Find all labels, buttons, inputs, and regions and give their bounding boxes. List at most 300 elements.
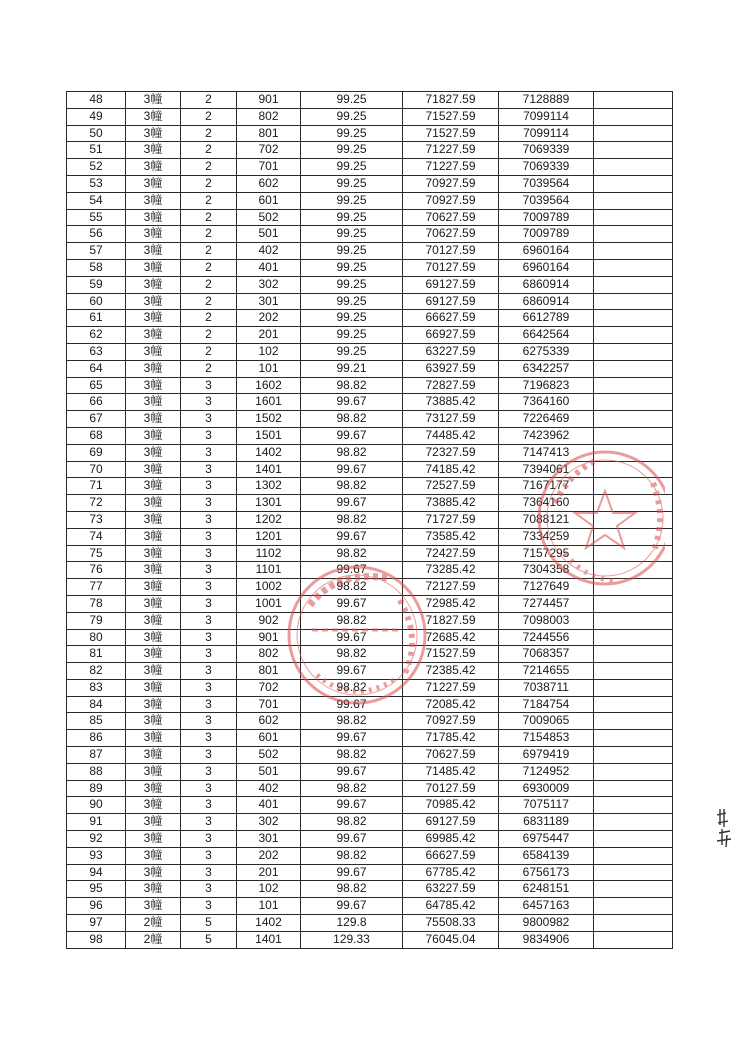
- remark-cell: [594, 461, 673, 478]
- area-cell: 99.25: [301, 293, 403, 310]
- unit-price-cell: 72427.59: [403, 545, 499, 562]
- area-cell: 99.67: [301, 562, 403, 579]
- row-number-cell: 87: [67, 747, 126, 764]
- unit-price-cell: 67785.42: [403, 864, 499, 881]
- row-number-cell: 50: [67, 125, 126, 142]
- unit-cell: 5: [181, 915, 237, 932]
- row-number-cell: 93: [67, 847, 126, 864]
- table-row: [67, 696, 673, 713]
- total-price-cell: 7039564: [499, 192, 594, 209]
- unit-cell: 2: [181, 360, 237, 377]
- unit-cell: 3: [181, 696, 237, 713]
- remark-cell: [594, 192, 673, 209]
- row-number-cell: 58: [67, 259, 126, 276]
- table-row: [67, 394, 673, 411]
- building-cell: 3幢: [126, 562, 181, 579]
- table-row: [67, 797, 673, 814]
- building-cell: 3幢: [126, 713, 181, 730]
- unit-cell: 3: [181, 797, 237, 814]
- row-number-cell: 92: [67, 831, 126, 848]
- total-price-cell: 7154853: [499, 730, 594, 747]
- room-cell: 1201: [237, 528, 301, 545]
- total-price-cell: 6930009: [499, 780, 594, 797]
- building-cell: 3幢: [126, 411, 181, 428]
- room-cell: 502: [237, 209, 301, 226]
- unit-cell: 3: [181, 495, 237, 512]
- table-row: [67, 579, 673, 596]
- room-cell: 101: [237, 360, 301, 377]
- remark-cell: [594, 411, 673, 428]
- row-number-cell: 98: [67, 931, 126, 948]
- unit-cell: 3: [181, 629, 237, 646]
- row-number-cell: 61: [67, 310, 126, 327]
- room-cell: 1502: [237, 411, 301, 428]
- unit-cell: 3: [181, 713, 237, 730]
- table-row: [67, 495, 673, 512]
- total-price-cell: 9800982: [499, 915, 594, 932]
- building-cell: 3幢: [126, 461, 181, 478]
- room-cell: 1002: [237, 579, 301, 596]
- unit-price-cell: 73127.59: [403, 411, 499, 428]
- row-number-cell: 90: [67, 797, 126, 814]
- table-row: [67, 511, 673, 528]
- building-cell: 3幢: [126, 377, 181, 394]
- building-cell: 3幢: [126, 209, 181, 226]
- room-cell: 102: [237, 881, 301, 898]
- room-cell: 301: [237, 293, 301, 310]
- remark-cell: [594, 159, 673, 176]
- price-list-grid: [66, 91, 673, 949]
- row-number-cell: 64: [67, 360, 126, 377]
- table-row: [67, 730, 673, 747]
- remark-cell: [594, 545, 673, 562]
- remark-cell: [594, 780, 673, 797]
- unit-price-cell: 63227.59: [403, 881, 499, 898]
- area-cell: 129.8: [301, 915, 403, 932]
- room-cell: 601: [237, 192, 301, 209]
- area-cell: 99.25: [301, 226, 403, 243]
- room-cell: 902: [237, 612, 301, 629]
- unit-price-cell: 69985.42: [403, 831, 499, 848]
- unit-cell: 5: [181, 931, 237, 948]
- room-cell: 201: [237, 864, 301, 881]
- unit-cell: 3: [181, 763, 237, 780]
- room-cell: 1401: [237, 461, 301, 478]
- table-row: [67, 881, 673, 898]
- total-price-cell: 6860914: [499, 276, 594, 293]
- table-row: [67, 159, 673, 176]
- area-cell: 98.82: [301, 713, 403, 730]
- unit-price-cell: 70627.59: [403, 209, 499, 226]
- row-number-cell: 63: [67, 343, 126, 360]
- unit-cell: 2: [181, 125, 237, 142]
- unit-price-cell: 70127.59: [403, 259, 499, 276]
- total-price-cell: 7334259: [499, 528, 594, 545]
- remark-cell: [594, 881, 673, 898]
- total-price-cell: 7214655: [499, 663, 594, 680]
- area-cell: 99.67: [301, 461, 403, 478]
- area-cell: 99.67: [301, 663, 403, 680]
- unit-cell: 3: [181, 461, 237, 478]
- remark-cell: [594, 108, 673, 125]
- row-number-cell: 85: [67, 713, 126, 730]
- unit-price-cell: 70927.59: [403, 713, 499, 730]
- building-cell: 3幢: [126, 478, 181, 495]
- total-price-cell: 7244556: [499, 629, 594, 646]
- area-cell: 99.67: [301, 528, 403, 545]
- building-cell: 3幢: [126, 394, 181, 411]
- table-row: [67, 343, 673, 360]
- row-number-cell: 79: [67, 612, 126, 629]
- row-number-cell: 88: [67, 763, 126, 780]
- building-cell: 3幢: [126, 511, 181, 528]
- total-price-cell: 6248151: [499, 881, 594, 898]
- row-number-cell: 86: [67, 730, 126, 747]
- row-number-cell: 77: [67, 579, 126, 596]
- room-cell: 202: [237, 310, 301, 327]
- area-cell: 99.67: [301, 730, 403, 747]
- building-cell: 3幢: [126, 310, 181, 327]
- unit-cell: 2: [181, 159, 237, 176]
- table-row: [67, 259, 673, 276]
- total-price-cell: 7364160: [499, 495, 594, 512]
- room-cell: 401: [237, 259, 301, 276]
- area-cell: 99.67: [301, 495, 403, 512]
- room-cell: 801: [237, 125, 301, 142]
- unit-cell: 3: [181, 579, 237, 596]
- remark-cell: [594, 915, 673, 932]
- total-price-cell: 6960164: [499, 243, 594, 260]
- row-number-cell: 73: [67, 511, 126, 528]
- unit-cell: 2: [181, 259, 237, 276]
- unit-cell: 2: [181, 310, 237, 327]
- total-price-cell: 7274457: [499, 595, 594, 612]
- building-cell: 3幢: [126, 595, 181, 612]
- table-body: [67, 92, 673, 949]
- table-row: [67, 360, 673, 377]
- area-cell: 99.67: [301, 763, 403, 780]
- area-cell: 99.25: [301, 92, 403, 109]
- area-cell: 99.25: [301, 142, 403, 159]
- unit-price-cell: 72527.59: [403, 478, 499, 495]
- total-price-cell: 7069339: [499, 159, 594, 176]
- building-cell: 3幢: [126, 763, 181, 780]
- remark-cell: [594, 528, 673, 545]
- unit-cell: 2: [181, 343, 237, 360]
- unit-cell: 3: [181, 377, 237, 394]
- table-row: [67, 411, 673, 428]
- total-price-cell: 6960164: [499, 259, 594, 276]
- area-cell: 99.67: [301, 595, 403, 612]
- table-row: [67, 444, 673, 461]
- row-number-cell: 51: [67, 142, 126, 159]
- remark-cell: [594, 478, 673, 495]
- building-cell: 3幢: [126, 663, 181, 680]
- table-row: [67, 663, 673, 680]
- building-cell: 3幢: [126, 108, 181, 125]
- unit-price-cell: 70627.59: [403, 747, 499, 764]
- remark-cell: [594, 276, 673, 293]
- table-row: [67, 327, 673, 344]
- unit-cell: 3: [181, 612, 237, 629]
- room-cell: 301: [237, 831, 301, 848]
- table-row: [67, 763, 673, 780]
- table-row: [67, 713, 673, 730]
- room-cell: 302: [237, 276, 301, 293]
- table-row: [67, 864, 673, 881]
- room-cell: 201: [237, 327, 301, 344]
- area-cell: 98.82: [301, 579, 403, 596]
- remark-cell: [594, 595, 673, 612]
- unit-cell: 3: [181, 528, 237, 545]
- unit-cell: 2: [181, 142, 237, 159]
- unit-price-cell: 72327.59: [403, 444, 499, 461]
- unit-cell: 3: [181, 427, 237, 444]
- area-cell: 99.67: [301, 427, 403, 444]
- room-cell: 1501: [237, 427, 301, 444]
- unit-price-cell: 73285.42: [403, 562, 499, 579]
- row-number-cell: 49: [67, 108, 126, 125]
- table-row: [67, 310, 673, 327]
- room-cell: 402: [237, 780, 301, 797]
- table-row: [67, 243, 673, 260]
- remark-cell: [594, 864, 673, 881]
- row-number-cell: 54: [67, 192, 126, 209]
- unit-price-cell: 72085.42: [403, 696, 499, 713]
- area-cell: 98.82: [301, 679, 403, 696]
- area-cell: 98.82: [301, 545, 403, 562]
- table-row: [67, 612, 673, 629]
- total-price-cell: 7009789: [499, 209, 594, 226]
- unit-cell: 3: [181, 663, 237, 680]
- unit-cell: 3: [181, 864, 237, 881]
- room-cell: 502: [237, 747, 301, 764]
- row-number-cell: 80: [67, 629, 126, 646]
- unit-price-cell: 71527.59: [403, 125, 499, 142]
- room-cell: 702: [237, 142, 301, 159]
- row-number-cell: 69: [67, 444, 126, 461]
- total-price-cell: 7009065: [499, 713, 594, 730]
- unit-price-cell: 73585.42: [403, 528, 499, 545]
- building-cell: 3幢: [126, 259, 181, 276]
- remark-cell: [594, 763, 673, 780]
- remark-cell: [594, 92, 673, 109]
- unit-cell: 3: [181, 595, 237, 612]
- building-cell: 3幢: [126, 528, 181, 545]
- room-cell: 1202: [237, 511, 301, 528]
- area-cell: 99.67: [301, 394, 403, 411]
- total-price-cell: 7039564: [499, 175, 594, 192]
- room-cell: 1602: [237, 377, 301, 394]
- building-cell: 3幢: [126, 159, 181, 176]
- building-cell: 3幢: [126, 327, 181, 344]
- building-cell: 3幢: [126, 814, 181, 831]
- table-row: [67, 629, 673, 646]
- room-cell: 1301: [237, 495, 301, 512]
- total-price-cell: 7098003: [499, 612, 594, 629]
- row-number-cell: 70: [67, 461, 126, 478]
- area-cell: 99.67: [301, 797, 403, 814]
- unit-cell: 2: [181, 226, 237, 243]
- row-number-cell: 89: [67, 780, 126, 797]
- building-cell: 3幢: [126, 780, 181, 797]
- unit-cell: 2: [181, 175, 237, 192]
- total-price-cell: 7099114: [499, 108, 594, 125]
- row-number-cell: 55: [67, 209, 126, 226]
- building-cell: 3幢: [126, 276, 181, 293]
- area-cell: 98.82: [301, 478, 403, 495]
- building-cell: 3幢: [126, 730, 181, 747]
- total-price-cell: 7038711: [499, 679, 594, 696]
- total-price-cell: 7075117: [499, 797, 594, 814]
- unit-price-cell: 71785.42: [403, 730, 499, 747]
- remark-cell: [594, 713, 673, 730]
- table-row: [67, 898, 673, 915]
- unit-price-cell: 72827.59: [403, 377, 499, 394]
- total-price-cell: 7157295: [499, 545, 594, 562]
- area-cell: 98.82: [301, 847, 403, 864]
- unit-price-cell: 66627.59: [403, 847, 499, 864]
- row-number-cell: 59: [67, 276, 126, 293]
- remark-cell: [594, 847, 673, 864]
- building-cell: 3幢: [126, 864, 181, 881]
- row-number-cell: 95: [67, 881, 126, 898]
- building-cell: 3幢: [126, 125, 181, 142]
- margin-scribble-mark: [714, 805, 736, 851]
- table-row: [67, 931, 673, 948]
- building-cell: 3幢: [126, 175, 181, 192]
- unit-price-cell: 71227.59: [403, 142, 499, 159]
- row-number-cell: 67: [67, 411, 126, 428]
- total-price-cell: 7069339: [499, 142, 594, 159]
- table-row: [67, 595, 673, 612]
- unit-price-cell: 74185.42: [403, 461, 499, 478]
- area-cell: 99.25: [301, 259, 403, 276]
- unit-cell: 3: [181, 679, 237, 696]
- remark-cell: [594, 142, 673, 159]
- table-row: [67, 747, 673, 764]
- room-cell: 501: [237, 226, 301, 243]
- building-cell: 3幢: [126, 427, 181, 444]
- row-number-cell: 68: [67, 427, 126, 444]
- remark-cell: [594, 243, 673, 260]
- building-cell: 3幢: [126, 142, 181, 159]
- area-cell: 98.82: [301, 747, 403, 764]
- room-cell: 1302: [237, 478, 301, 495]
- unit-cell: 3: [181, 562, 237, 579]
- room-cell: 701: [237, 696, 301, 713]
- unit-price-cell: 64785.42: [403, 898, 499, 915]
- row-number-cell: 96: [67, 898, 126, 915]
- row-number-cell: 56: [67, 226, 126, 243]
- unit-price-cell: 76045.04: [403, 931, 499, 948]
- unit-price-cell: 71227.59: [403, 159, 499, 176]
- unit-price-cell: 72985.42: [403, 595, 499, 612]
- building-cell: 3幢: [126, 226, 181, 243]
- table-row: [67, 175, 673, 192]
- building-cell: 3幢: [126, 92, 181, 109]
- remark-cell: [594, 579, 673, 596]
- room-cell: 1001: [237, 595, 301, 612]
- room-cell: 901: [237, 92, 301, 109]
- remark-cell: [594, 343, 673, 360]
- building-cell: 3幢: [126, 881, 181, 898]
- unit-cell: 3: [181, 444, 237, 461]
- table-row: [67, 528, 673, 545]
- table-row: [67, 142, 673, 159]
- area-cell: 99.25: [301, 310, 403, 327]
- building-cell: 3幢: [126, 831, 181, 848]
- room-cell: 402: [237, 243, 301, 260]
- total-price-cell: 7196823: [499, 377, 594, 394]
- unit-cell: 3: [181, 780, 237, 797]
- area-cell: 98.82: [301, 511, 403, 528]
- table-row: [67, 679, 673, 696]
- building-cell: 3幢: [126, 444, 181, 461]
- table-row: [67, 780, 673, 797]
- row-number-cell: 72: [67, 495, 126, 512]
- building-cell: 3幢: [126, 495, 181, 512]
- total-price-cell: 6756173: [499, 864, 594, 881]
- room-cell: 1402: [237, 915, 301, 932]
- area-cell: 98.82: [301, 646, 403, 663]
- table-row: [67, 427, 673, 444]
- total-price-cell: 7099114: [499, 125, 594, 142]
- pricing-table: [66, 91, 673, 949]
- unit-price-cell: 74485.42: [403, 427, 499, 444]
- table-row: [67, 92, 673, 109]
- row-number-cell: 57: [67, 243, 126, 260]
- row-number-cell: 76: [67, 562, 126, 579]
- room-cell: 602: [237, 175, 301, 192]
- total-price-cell: 7184754: [499, 696, 594, 713]
- total-price-cell: 7226469: [499, 411, 594, 428]
- row-number-cell: 53: [67, 175, 126, 192]
- room-cell: 401: [237, 797, 301, 814]
- unit-cell: 2: [181, 276, 237, 293]
- building-cell: 3幢: [126, 343, 181, 360]
- unit-cell: 3: [181, 394, 237, 411]
- area-cell: 99.67: [301, 629, 403, 646]
- building-cell: 3幢: [126, 679, 181, 696]
- unit-cell: 2: [181, 243, 237, 260]
- room-cell: 101: [237, 898, 301, 915]
- remark-cell: [594, 209, 673, 226]
- area-cell: 99.25: [301, 192, 403, 209]
- unit-price-cell: 70127.59: [403, 780, 499, 797]
- remark-cell: [594, 511, 673, 528]
- area-cell: 99.25: [301, 243, 403, 260]
- remark-cell: [594, 646, 673, 663]
- table-row: [67, 545, 673, 562]
- row-number-cell: 84: [67, 696, 126, 713]
- room-cell: 601: [237, 730, 301, 747]
- total-price-cell: 7147413: [499, 444, 594, 461]
- area-cell: 99.67: [301, 864, 403, 881]
- unit-price-cell: 70927.59: [403, 192, 499, 209]
- area-cell: 98.82: [301, 881, 403, 898]
- total-price-cell: 7124952: [499, 763, 594, 780]
- area-cell: 98.82: [301, 612, 403, 629]
- total-price-cell: 7088121: [499, 511, 594, 528]
- room-cell: 102: [237, 343, 301, 360]
- unit-cell: 3: [181, 646, 237, 663]
- area-cell: 99.67: [301, 831, 403, 848]
- room-cell: 1401: [237, 931, 301, 948]
- building-cell: 3幢: [126, 360, 181, 377]
- remark-cell: [594, 831, 673, 848]
- area-cell: 99.21: [301, 360, 403, 377]
